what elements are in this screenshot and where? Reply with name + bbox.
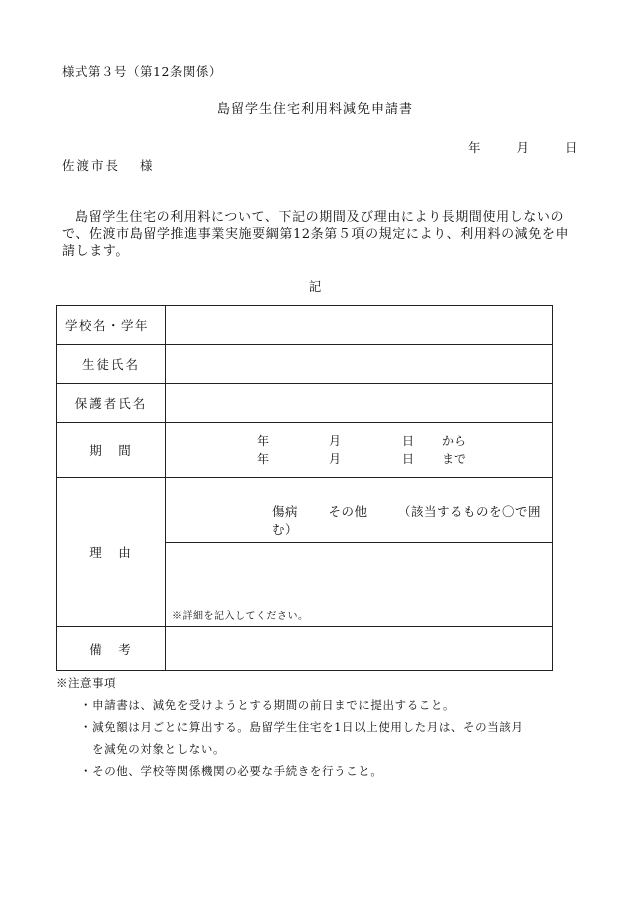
addressee-name: 佐渡市長 <box>62 158 121 173</box>
guardian-name-label: 保護者氏名 <box>57 384 166 423</box>
reason-options[interactable] <box>166 478 552 542</box>
reason-option-illness[interactable]: 傷病 <box>272 504 299 519</box>
date-day-label: 日 <box>565 140 578 155</box>
notes-heading: ※注意事項 <box>56 676 116 690</box>
date-year-label: 年 <box>468 140 481 155</box>
note-item-continuation: を減免の対象としない。 <box>92 742 226 756</box>
period-row <box>57 423 553 478</box>
addressee <box>62 156 155 174</box>
student-name-label: 生徒氏名 <box>57 345 166 384</box>
document-title: 島留学生住宅利用料減免申請書 <box>216 102 413 117</box>
school-label: 学校名・学年 <box>57 306 166 345</box>
form-number: 様式第３号（第12条関係） <box>62 64 222 79</box>
to-month: 月 <box>329 452 342 466</box>
date-month-label: 月 <box>516 140 530 155</box>
reason-label: 理 由 <box>57 478 166 627</box>
from-day: 日 <box>402 434 415 448</box>
student-row <box>57 345 553 384</box>
application-date <box>468 138 578 156</box>
application-body-text: 島留学生住宅の利用料について、下記の期間及び理由により長期間使用しないので、佐渡市島留学推進事業実施要綱第12条第５項の規定により、利用料の減免を申請します。 <box>62 210 570 259</box>
ki-heading: 記 <box>308 279 322 294</box>
remarks-field[interactable] <box>166 627 553 671</box>
school-row <box>57 306 553 345</box>
reason-option-instruction: （該当するものを〇で囲む） <box>272 504 542 537</box>
to-suffix: まで <box>442 452 467 466</box>
to-day: 日 <box>402 452 415 466</box>
remarks-label: 備 考 <box>57 627 166 671</box>
reason-row <box>57 478 553 627</box>
reason-option-other[interactable]: その他 <box>328 504 368 519</box>
reason-detail-field[interactable] <box>166 542 552 626</box>
note-item: ・申請書は、減免を受けようとする期間の前日までに提出すること。 <box>80 698 456 712</box>
guardian-row <box>57 384 553 423</box>
from-year: 年 <box>257 434 270 448</box>
note-item: ・その他、学校等関係機関の必要な手続きを行うこと。 <box>80 764 383 778</box>
student-name-field[interactable] <box>166 345 553 384</box>
reason-field <box>166 478 553 627</box>
addressee-honorific: 様 <box>140 158 155 173</box>
guardian-name-field[interactable] <box>166 384 553 423</box>
reason-detail-note: ※詳細を記入してください。 <box>172 611 309 622</box>
from-suffix: から <box>442 434 467 448</box>
from-month: 月 <box>329 434 342 448</box>
period-field[interactable] <box>166 423 553 478</box>
school-field[interactable] <box>166 306 553 345</box>
period-to-line <box>166 450 552 468</box>
remarks-row <box>57 627 553 671</box>
period-label: 期 間 <box>57 423 166 478</box>
to-year: 年 <box>257 452 270 466</box>
period-from-line <box>166 432 552 450</box>
note-item: ・減免額は月ごとに算出する。島留学生住宅を1日以上使用した月は、その当該月 <box>80 720 524 734</box>
application-form-table <box>56 305 553 671</box>
